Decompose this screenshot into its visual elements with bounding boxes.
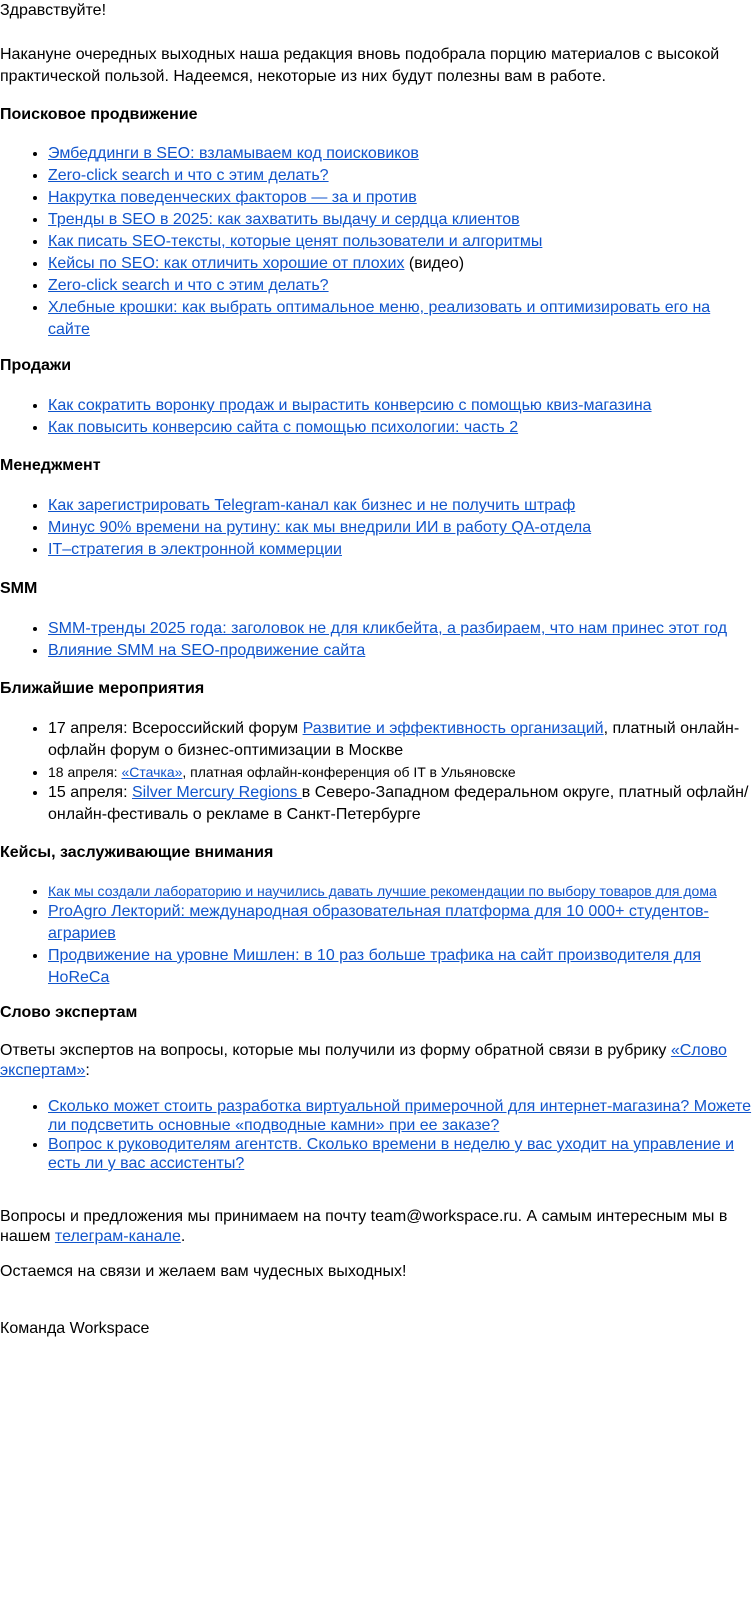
- list-item: [48, 640, 754, 662]
- section-heading-cases: Кейсы, заслуживающие внимания: [0, 844, 274, 861]
- sales-list: [0, 395, 754, 439]
- article-link[interactable]: Влияние SMM на SEO-продвижение сайта: [48, 642, 366, 659]
- article-link[interactable]: Хлебные крошки: как выбрать оптимальное меню, реализовать и оптимизировать его на сайте: [48, 299, 711, 338]
- list-item: [48, 1135, 754, 1173]
- list-item: [48, 618, 754, 640]
- article-link[interactable]: Как писать SEO-тексты, которые ценят пользователи и алгоритмы: [48, 233, 543, 250]
- list-item: [48, 395, 754, 417]
- event-date: 17 апреля: Всероссийский форум: [48, 720, 303, 737]
- article-link[interactable]: Как повысить конверсию сайта с помощью психологии: часть 2: [48, 419, 519, 436]
- event-link[interactable]: «Стачка»: [121, 764, 183, 780]
- events-list: [0, 718, 754, 826]
- article-link[interactable]: Как мы создали лабораторию и научились давать лучшие рекомендации по выбору товаров для дома: [48, 883, 717, 899]
- signature: Команда Workspace: [0, 1320, 150, 1337]
- cases-list: [0, 881, 754, 989]
- list-item: [48, 495, 754, 517]
- event-date: 15 апреля:: [48, 784, 132, 801]
- article-link[interactable]: Как сократить воронку продаж и вырастить конверсию с помощью квиз-магазина: [48, 397, 652, 414]
- list-item: [48, 187, 754, 209]
- question-link[interactable]: Вопрос к руководителям агентств. Сколько времени в неделю у вас уходит на управление и есть ли у вас ассистенты?: [48, 1136, 735, 1172]
- list-item: [48, 945, 754, 989]
- event-item: [48, 718, 754, 762]
- article-link[interactable]: Zero-click search и что с этим делать?: [48, 167, 329, 184]
- list-item: [48, 231, 754, 253]
- section-heading-events: Ближайшие мероприятия: [0, 680, 205, 697]
- event-item: [48, 782, 754, 826]
- intro-paragraph: Накануне очередных выходных наша редакция вновь подобрала порцию материалов с высокой практической пользой. Надеемся, некоторые из них будут полезны вам в работе.: [0, 46, 720, 85]
- event-item: [48, 762, 754, 782]
- article-link[interactable]: Эмбеддинги в SEO: взламываем код поисковиков: [48, 145, 419, 162]
- event-link[interactable]: Silver Mercury Regions: [131, 784, 302, 801]
- article-link[interactable]: Кейсы по SEO: как отличить хорошие от плохих: [48, 255, 405, 272]
- list-item: [48, 417, 754, 439]
- contact-paragraph: Вопросы и предложения мы принимаем на почту team@workspace.ru. А самым интересным мы в нашем телеграм-канале.: [0, 1208, 728, 1245]
- event-date: 18 апреля:: [48, 764, 122, 780]
- list-item: [48, 517, 754, 539]
- section-heading-sales: Продажи: [0, 357, 72, 374]
- section-heading-experts: Слово экспертам: [0, 1004, 138, 1021]
- experts-list: [0, 1097, 754, 1173]
- article-link[interactable]: Zero-click search и что с этим делать?: [48, 277, 329, 294]
- article-link[interactable]: Тренды в SEO в 2025: как захватить выдачу и сердца клиентов: [48, 211, 520, 228]
- article-link[interactable]: Накрутка поведенческих факторов — за и против: [48, 189, 417, 206]
- list-item: [48, 539, 754, 561]
- section-heading-seo: Поисковое продвижение: [0, 106, 198, 123]
- question-link[interactable]: Сколько может стоить разработка виртуальной примерочной для интернет-магазина? Можете ли подсветить основные «подводные камни» при ее заказе?: [48, 1098, 752, 1134]
- experts-intro: Ответы экспертов на вопросы, которые мы получили из форму обратной связи в рубрику «Слово экспертам»:: [0, 1042, 727, 1079]
- section-heading-management: Менеджмент: [0, 457, 101, 474]
- article-link[interactable]: IT–стратегия в электронной коммерции: [48, 541, 342, 558]
- event-description: в Северо-Западном федеральном округе, платный офлайн/онлайн-фестиваль о рекламе в Санкт-Петербурге: [48, 784, 749, 823]
- list-item: [48, 209, 754, 231]
- event-description: , платная офлайн-конференция об IT в Ульяновске: [182, 764, 516, 780]
- seo-list: [0, 143, 754, 341]
- article-link[interactable]: Минус 90% времени на рутину: как мы внедрили ИИ в работу QA-отдела: [48, 519, 592, 536]
- event-description: , платный онлайн-офлайн форум о бизнес-оптимизации в Москве: [48, 720, 740, 759]
- link-note: (видео): [404, 255, 465, 272]
- list-item: [48, 143, 754, 165]
- list-item: [48, 901, 754, 945]
- list-item: [48, 253, 754, 275]
- article-link[interactable]: Продвижение на уровне Мишлен: в 10 раз больше трафика на сайт производителя для HoReCa: [48, 947, 702, 986]
- section-heading-smm: SMM: [0, 580, 38, 597]
- event-link[interactable]: Развитие и эффективность организаций: [302, 720, 604, 737]
- greeting: Здравствуйте!: [0, 2, 107, 19]
- list-item: [48, 165, 754, 187]
- article-link[interactable]: SMM-тренды 2025 года: заголовок не для кликбейта, а разбираем, что нам принес этот год: [48, 620, 728, 637]
- list-item: [48, 275, 754, 297]
- management-list: [0, 495, 754, 561]
- closing-text: Остаемся на связи и желаем вам чудесных выходных!: [0, 1263, 407, 1280]
- telegram-channel-link[interactable]: телеграм-канале: [54, 1228, 181, 1245]
- article-link[interactable]: ProAgro Лекторий: международная образовательная платформа для 10 000+ студентов-аграриев: [48, 903, 709, 942]
- list-item: [48, 297, 754, 341]
- experts-rubric-link[interactable]: «Слово экспертам»: [0, 1042, 727, 1079]
- article-link[interactable]: Как зарегистрировать Telegram-канал как бизнес и не получить штраф: [48, 497, 576, 514]
- smm-list: [0, 618, 754, 662]
- list-item: [48, 881, 754, 901]
- list-item: [48, 1097, 754, 1135]
